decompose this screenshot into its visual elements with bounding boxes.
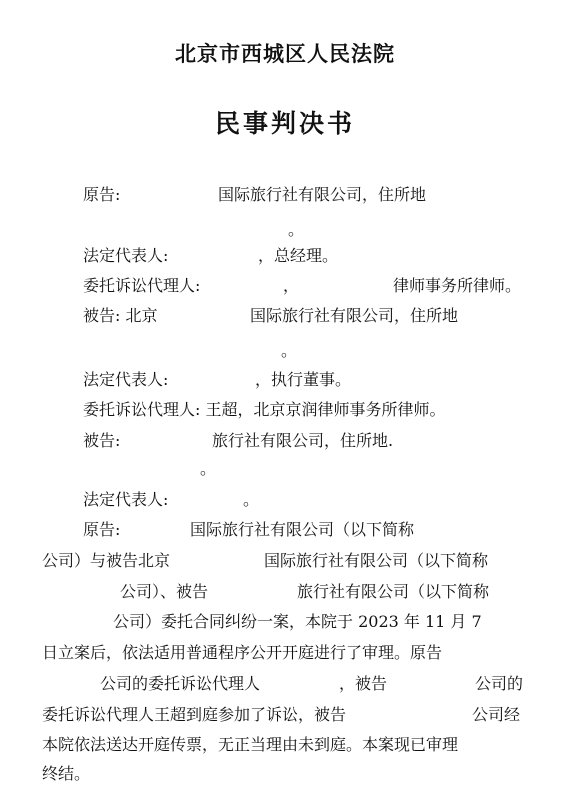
period-mark: 。	[200, 459, 217, 478]
plaintiff-rep-label: 法定代表人:	[83, 246, 169, 265]
plaintiff-agent-sep: ，	[283, 276, 300, 295]
plaintiff-name: 国际旅行社有限公司，住所地	[218, 185, 427, 204]
body-line-6a: 公司的委托诉讼代理人	[100, 674, 261, 693]
defendant1-label: 被告: 北京	[83, 306, 158, 325]
period-mark: 。	[243, 490, 260, 509]
body-line-1b: 国际旅行社有限公司（以下简称	[190, 520, 415, 539]
defendant2-name: 旅行社有限公司，住所地.	[212, 431, 394, 450]
plaintiff-agent-label: 委托诉讼代理人:	[83, 276, 201, 295]
body-line-4: 公司）委托合同纠纷一案，本院于 2023 年 11 月 7	[113, 612, 482, 631]
body-line-9: 终结。	[42, 764, 91, 783]
period-mark: 。	[288, 220, 305, 239]
body-line-8: 本院依法送达开庭传票，无正当理由未到庭。本案现已审理	[42, 735, 459, 754]
defendant1-rep-label: 法定代表人:	[83, 370, 169, 389]
body-line-3a: 公司）、被告	[120, 582, 209, 601]
defendant1-rep-title: ，执行董事。	[255, 370, 352, 389]
body-line-1a: 原告:	[83, 520, 121, 539]
defendant1-agent: 委托诉讼代理人: 王超，北京京润律师事务所律师。	[83, 400, 446, 419]
body-line-7b: 公司经	[472, 705, 521, 724]
body-line-2b: 国际旅行社有限公司（以下简称	[264, 551, 489, 570]
plaintiff-agent-firm: 律师事务所律师。	[393, 276, 522, 295]
plaintiff-label: 原告:	[83, 185, 121, 204]
defendant2-rep-label: 法定代表人:	[83, 490, 169, 509]
defendant2-label: 被告:	[83, 431, 121, 450]
body-line-6b: ，被告	[339, 674, 388, 693]
period-mark: 。	[281, 341, 298, 360]
document-type: 民事判决书	[214, 109, 355, 138]
body-line-7a: 委托诉讼代理人王超到庭参加了诉讼，被告	[42, 705, 347, 724]
body-line-3b: 旅行社有限公司（以下简称	[297, 582, 490, 601]
body-line-5: 日立案后，依法适用普通程序公开开庭进行了审理。原告	[42, 643, 443, 662]
court-name: 北京市西城区人民法院	[175, 41, 395, 66]
plaintiff-rep-title: ，总经理。	[258, 246, 339, 265]
defendant1-name: 国际旅行社有限公司，住所地	[250, 306, 459, 325]
body-line-2a: 公司）与被告北京	[42, 551, 171, 570]
body-line-6c: 公司的	[475, 674, 524, 693]
